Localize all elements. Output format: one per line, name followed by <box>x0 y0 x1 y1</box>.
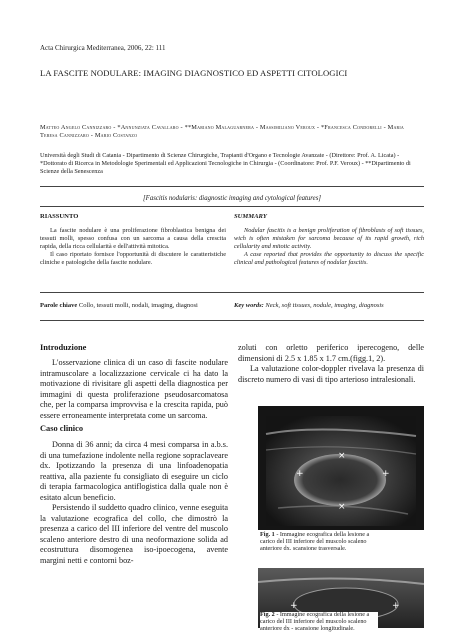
summary-p2: A case reported that provides the opportunity to discuss the specific clinical and pathological features of nodular fascitis. <box>234 251 424 267</box>
right-column-text <box>238 343 424 385</box>
keywords-it-label: Parole chiave <box>40 302 78 309</box>
riassunto-text <box>40 227 226 267</box>
rule-subtitle <box>40 206 424 207</box>
keywords-it-text: Collo, tessuti molli, nodali, imaging, diagnosi <box>78 302 198 309</box>
keywords-en-label: Key words: <box>234 302 264 309</box>
riassunto-p2: Il caso riportato fornisce l'opportunità di discutere le caratteristiche cliniche e patologiche della fascite nodulare. <box>40 251 226 267</box>
caso-heading: Caso clinico <box>40 424 84 433</box>
caso-body <box>40 440 228 566</box>
summary-p1: Nodular fascitis is a benign proliferation of fibroblasts of soft tissues, wich is often mistaken for sarcoma because of its rapid growth, rich cellularity and mitotic activity. <box>234 227 424 251</box>
ultrasound-image-1 <box>258 406 424 530</box>
rule-abstract <box>40 292 424 293</box>
authors-text: Matteo Angelo Cannizzaro - *Annunziata Cavallaro - **Mariano Malaguarnera - Massimiliano Veroux - *Francesca Condorelli - Maria Teresa Cannizzaro - Mario Costanzo <box>40 124 405 140</box>
caso-p2: Persistendo il suddetto quadro clinico, venne eseguita la valutazione ecografica del collo, che dimostrò la presenza a carico del III inferiore del ventre del muscolo scaleno anteriore destro di una neoformazione solida ad ecostruttura disomogenea iso-ipoecogena, avente margini netti e contorni boz- <box>40 503 228 565</box>
riassunto-heading: RIASSUNTO <box>40 213 79 220</box>
svg-text:×: × <box>338 451 346 461</box>
journal-header: Acta Chirurgica Mediterranea, 2006, 22: 111 <box>40 44 166 52</box>
summary-text <box>234 227 424 267</box>
caso-p1: Donna di 36 anni; da circa 4 mesi comparsa in a.b.s. di una tumefazione indolente nella regione sopraclaveare dx. Ipotizzando la presenza di una linfoadenopatia reattiva, alla paziente fu consigliato di eseguire un ciclo di terapia farmacologica antiflogistica dalla quale non è esitato alcun beneficio. <box>40 440 228 502</box>
fig2-caption-text: - Immagine ecografica della lesione a carico del III inferiore del muscolo scaleno anteriore dx - scansione longitudinale. <box>260 611 370 632</box>
summary-heading: SUMMARY <box>234 213 267 220</box>
fig1-caption-text: - Immagine ecografica della lesione a carico del III inferiore del muscolo scaleno anteriore dx. scansione trasversale. <box>260 531 370 552</box>
svg-text:+: + <box>296 469 304 479</box>
svg-text:+: + <box>290 601 298 611</box>
rule-keywords <box>40 320 424 321</box>
fig2-label: Fig. 2 <box>260 611 275 618</box>
svg-text:+: + <box>392 601 400 611</box>
rule-top <box>40 186 424 187</box>
right-p2: La valutazione color-doppler rivelava la presenza di discreto numero di vasi di tipo arterioso intralesionali. <box>238 364 424 384</box>
right-p1: zoluti con orletto periferico iperecogeno, delle dimensioni di 2.5 x 1.85 x 1.7 cm.(figg.1, 2). <box>238 343 424 363</box>
riassunto-p1: La fascite nodulare è una proliferazione fibroblastica benigna dei tessuti molli, spesso confusa con un sarcoma a causa della crescita rapida, della ricca cellularità e dell'attività mitotica. <box>40 227 226 251</box>
figure-2-caption <box>260 612 378 632</box>
figure-1-ultrasound <box>258 406 424 530</box>
fig1-label: Fig. 1 <box>260 531 275 538</box>
intro-heading: Introduzione <box>40 343 87 352</box>
keywords-en-text: Neck, soft tissues, nodule, imaging, diagnosis <box>265 302 384 309</box>
intro-paragraph: L'osservazione clinica di un caso di fascite nodulare intramuscolare a localizzazione cervicale ci ha dato la motivazione di rivisitare gli aspetti della diagnostica per immagini di questa proliferazione pseudosarcomatosa che, per la comparsa improvvisa e la crescita rapida, può essere erroneamente interpretata come un sarcoma. <box>40 358 228 420</box>
keywords-it <box>40 302 230 309</box>
svg-text:+: + <box>382 469 390 479</box>
author-list <box>40 124 422 141</box>
svg-text:×: × <box>338 502 346 512</box>
figure-1-caption <box>260 532 380 552</box>
intro-body <box>40 358 228 421</box>
affiliation: Università degli Studi di Catania - Dipartimento di Scienze Chirurgiche, Trapianti d'Organo e Tecnologie Avanzate - (Direttore: Prof. A. Licata) - *Dottorato di Ricerca in Metodologie Sperimentali ed Applicazioni Tecnologiche in Chirurgia - (Coordinatore: Prof. P.F. Veroux) - **Dipartimento di Scienze della Senescenza <box>40 152 411 175</box>
keywords-en <box>234 302 424 309</box>
english-title: [Fascitis nodularis: diagnostic imaging and cytological features] <box>143 195 321 202</box>
article-title: LA FASCITE NODULARE: IMAGING DIAGNOSTICO ED ASPETTI CITOLOGICI <box>40 68 348 78</box>
